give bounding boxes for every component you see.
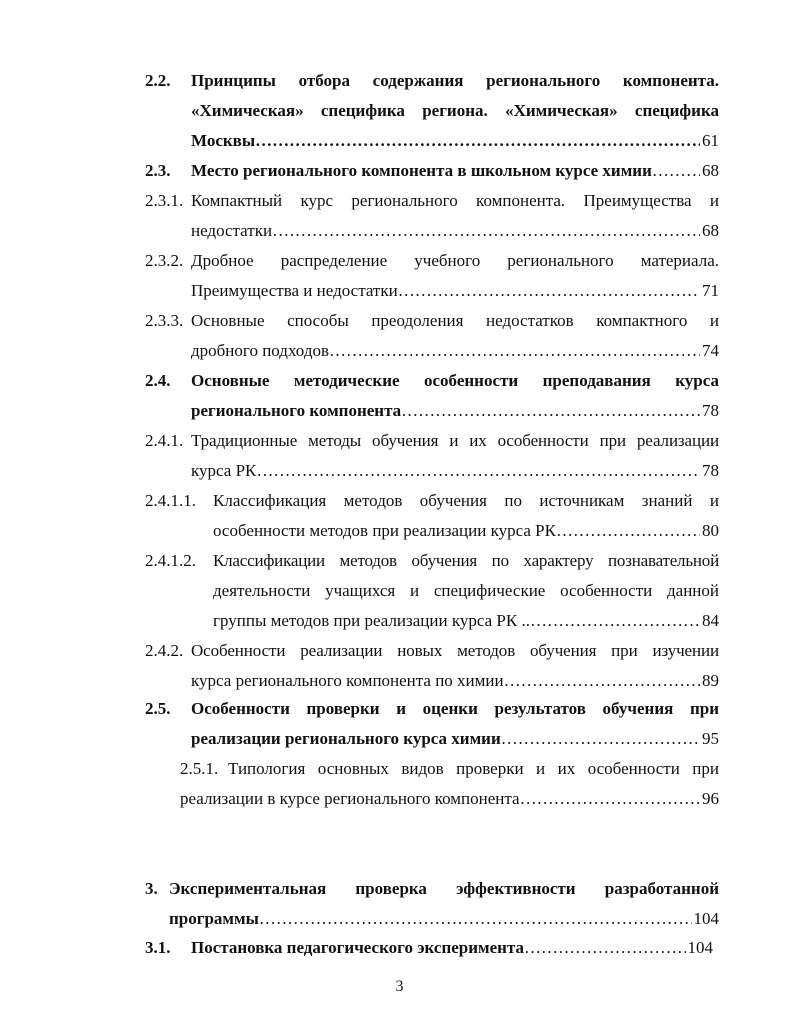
dot-leader [501,724,700,754]
toc-page: 84 [702,611,719,630]
dot-leader [398,276,700,306]
dot-leader [652,156,700,186]
toc-number: 2.4. [145,371,171,390]
toc-title-line: Основные методические особенности преподавания курса [191,371,719,390]
toc-title-line: Особенности проверки и оценки результатов обучения при [191,699,719,718]
toc-page: 78 [702,461,719,480]
toc-title-line: реализации регионального курса химии [191,729,501,748]
dot-leader [556,516,700,546]
page-number: 3 [395,978,404,995]
toc-title-line: Дробное распределение учебного регионального материала. [191,251,719,270]
toc-title-line: регионального компонента [191,401,402,420]
toc-title-line: недостатки [191,221,273,240]
toc-page: 61 [702,131,719,150]
toc-page: 104 [693,909,719,928]
toc-title-line: Постановка педагогического эксперимента [191,938,525,957]
toc-title-line: Классификации методов обучения по характеру познавательной [213,551,719,570]
toc-entry-2-4-1-2 [145,546,719,636]
toc-title-line: Основные способы преодоления недостатков компактного и [191,311,719,330]
toc-entry-2-4 [145,366,719,426]
toc-page: 68 [702,161,719,180]
toc-entry-2-4-1-1 [145,486,719,546]
toc-title-line: Особенности реализации новых методов обучения при изучении [191,641,719,660]
dot-leader [520,784,700,814]
toc-page: 95 [702,729,719,748]
toc-title-line: дробного подходов [191,341,329,360]
toc-title-line: программы [169,909,259,928]
toc-title-line: Принципы отбора содержания регионального компонента. [191,71,719,90]
toc-entry-2-4-1 [145,426,719,486]
toc-entry-2-2 [145,66,719,156]
toc-title-line: Типология основных видов проверки и их особенности при [228,759,719,778]
toc-title-line: деятельности учащихся и специфические особенности данной [213,581,719,600]
toc-page: 78 [702,401,719,420]
dot-leader [256,456,700,486]
toc-title-line: курса регионального компонента по химии [191,671,504,690]
toc-title-line: курса РК [191,461,257,480]
toc-number: 2.5.1. [180,759,219,778]
toc-title-line: реализации в курсе регионального компонента [180,789,520,808]
toc-entry-2-3-1 [145,186,719,246]
toc-entry-2-3-2 [145,246,719,306]
toc-page: 89 [702,671,719,690]
toc-entry-2-4-2 [145,636,719,696]
toc-page: 104 [687,938,713,957]
dot-leader [524,933,685,963]
toc-page: 71 [702,281,719,300]
dot-leader [401,396,700,426]
toc-title-line: Компактный курс регионального компонента. Преимущества и [191,191,719,210]
toc-number: 2.3.2. [145,251,184,270]
toc-number: 3.1. [145,938,171,957]
dot-leader [259,904,692,934]
toc-page: 68 [702,221,719,240]
toc-title-line: особенности методов при реализации курса РК [213,521,556,540]
toc-page: 80 [702,521,719,540]
toc-entry-2-5 [145,694,719,754]
toc-number: 2.4.1. [145,431,184,450]
dot-leader [530,606,700,636]
toc-entry-2-3 [145,156,719,186]
toc-title-line: Традиционные методы обучения и их особенности при реализации [191,431,719,450]
toc-number: 2.3.3. [145,311,184,330]
dot-leader [504,666,700,696]
toc-title-line: Классификация методов обучения по источникам знаний и [213,491,719,510]
toc-number: 2.3. [145,161,171,180]
toc-number: 2.4.1.1. [145,491,196,510]
toc-title-line: группы методов при реализации курса РК .. [213,611,530,630]
toc-title-line: Москвы [191,131,256,150]
toc-number: 3. [145,879,158,898]
toc-number: 2.4.1.2. [145,551,196,570]
toc-title-line: Экспериментальная проверка эффективности разработанной [169,879,719,898]
dot-leader [329,336,700,366]
toc-number: 2.4.2. [145,641,184,660]
toc-page: 74 [702,341,719,360]
toc-number: 2.5. [145,699,171,718]
toc-title-line: «Химическая» специфика региона. «Химическая» специфика [191,101,719,120]
toc-title-line: Преимущества и недостатки [191,281,398,300]
toc-entry-2-5-1 [180,754,719,814]
toc-page: 96 [702,789,719,808]
toc-entry-2-3-3 [145,306,719,366]
toc-entry-3 [145,874,719,934]
toc-number: 2.3.1. [145,191,184,210]
dot-leader [272,216,700,246]
toc-entry-3-1 [145,933,713,963]
toc-title-line: Место регионального компонента в школьном курсе химии [191,161,652,180]
toc-number: 2.2. [145,71,171,90]
dot-leader [255,126,700,156]
